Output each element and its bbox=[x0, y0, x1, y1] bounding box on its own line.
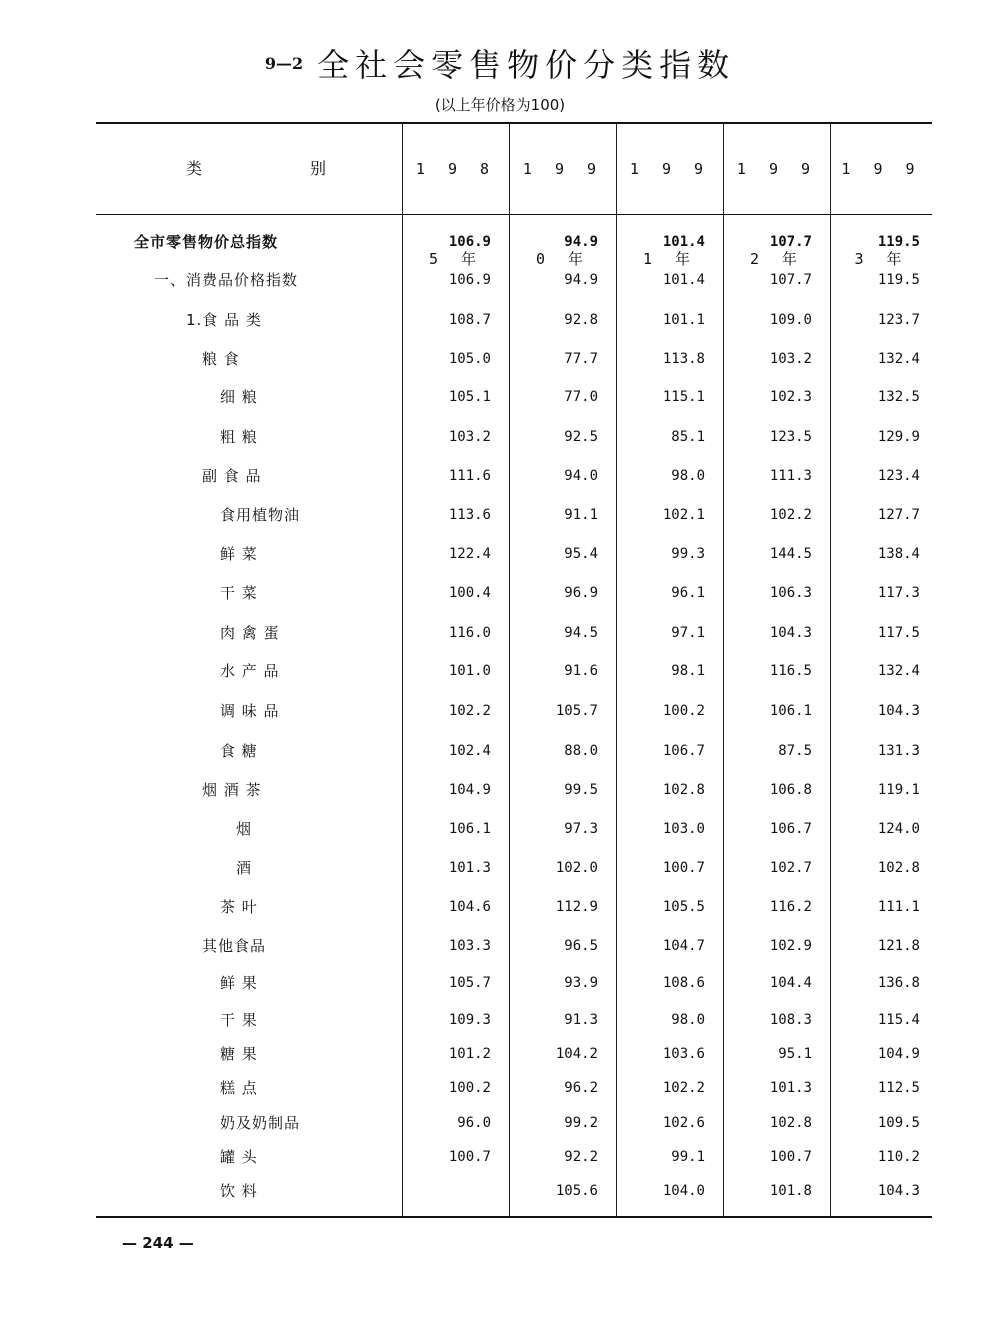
value-cell: 116.5 bbox=[769, 663, 812, 679]
value-cell: 98.1 bbox=[671, 663, 705, 679]
value-cell: 102.4 bbox=[448, 743, 491, 759]
value-cell: 111.3 bbox=[769, 468, 812, 484]
value-cell: 112.5 bbox=[877, 1080, 920, 1096]
table-number: 9—2 bbox=[264, 53, 304, 73]
value-cell: 113.8 bbox=[662, 351, 705, 367]
value-cell: 102.7 bbox=[769, 860, 812, 876]
row-label: 鲜 果 bbox=[220, 974, 258, 992]
value-cell: 96.9 bbox=[564, 585, 598, 601]
table-row bbox=[96, 1035, 932, 1073]
category-header-right: 别 bbox=[310, 159, 327, 178]
row-label: 副 食 品 bbox=[202, 467, 262, 485]
row-label: 全市零售物价总指数 bbox=[134, 233, 279, 251]
value-cell: 101.0 bbox=[448, 663, 491, 679]
table-row bbox=[96, 927, 932, 965]
row-label: 水 产 品 bbox=[220, 662, 280, 680]
value-cell: 104.3 bbox=[877, 703, 920, 719]
row-label: 1.食 品 类 bbox=[186, 311, 262, 329]
value-cell: 106.9 bbox=[448, 234, 491, 250]
value-cell: 132.5 bbox=[877, 389, 920, 405]
row-label: 干 菜 bbox=[220, 584, 258, 602]
table-row bbox=[96, 771, 932, 809]
value-cell: 111.1 bbox=[877, 899, 920, 915]
value-cell: 131.3 bbox=[877, 743, 920, 759]
value-cell: 103.2 bbox=[448, 429, 491, 445]
value-cell: 100.2 bbox=[662, 703, 705, 719]
row-label: 奶及奶制品 bbox=[220, 1114, 301, 1132]
value-cell: 117.3 bbox=[877, 585, 920, 601]
table-row bbox=[96, 496, 932, 534]
row-label: 其他食品 bbox=[202, 937, 267, 955]
year-header: 1 9 9 0 年 bbox=[522, 160, 604, 268]
value-cell: 98.0 bbox=[671, 468, 705, 484]
value-cell: 108.6 bbox=[662, 975, 705, 991]
value-cell: 96.0 bbox=[457, 1115, 491, 1131]
value-cell: 91.6 bbox=[564, 663, 598, 679]
value-cell: 106.7 bbox=[662, 743, 705, 759]
value-cell: 103.0 bbox=[662, 821, 705, 837]
table-row bbox=[96, 1172, 932, 1210]
value-cell: 96.1 bbox=[671, 585, 705, 601]
value-cell: 105.1 bbox=[448, 389, 491, 405]
year-header: 1 9 9 3 年 bbox=[841, 160, 922, 268]
value-cell: 101.4 bbox=[662, 272, 705, 288]
value-cell: 101.1 bbox=[662, 312, 705, 328]
value-cell: 102.8 bbox=[877, 860, 920, 876]
value-cell: 85.1 bbox=[671, 429, 705, 445]
value-cell: 93.9 bbox=[564, 975, 598, 991]
value-cell: 108.3 bbox=[769, 1012, 812, 1028]
value-cell: 77.7 bbox=[564, 351, 598, 367]
value-cell: 107.7 bbox=[769, 234, 812, 250]
value-cell: 122.4 bbox=[448, 546, 491, 562]
table-row bbox=[96, 457, 932, 495]
table-row bbox=[96, 692, 932, 730]
table-row bbox=[96, 535, 932, 573]
table-row bbox=[96, 1001, 932, 1039]
value-cell: 102.3 bbox=[769, 389, 812, 405]
table-row bbox=[96, 340, 932, 378]
value-cell: 105.7 bbox=[448, 975, 491, 991]
value-cell: 119.5 bbox=[877, 234, 920, 250]
value-cell: 94.0 bbox=[564, 468, 598, 484]
value-cell: 100.7 bbox=[769, 1149, 812, 1165]
value-cell: 132.4 bbox=[877, 351, 920, 367]
page-number: — 244 — bbox=[122, 1234, 194, 1252]
value-cell: 101.3 bbox=[448, 860, 491, 876]
value-cell: 104.6 bbox=[448, 899, 491, 915]
value-cell: 97.3 bbox=[564, 821, 598, 837]
table-row bbox=[96, 378, 932, 416]
value-cell: 105.0 bbox=[448, 351, 491, 367]
value-cell: 99.3 bbox=[671, 546, 705, 562]
value-cell: 101.2 bbox=[448, 1046, 491, 1062]
table-row bbox=[96, 574, 932, 612]
value-cell: 88.0 bbox=[564, 743, 598, 759]
value-cell: 91.1 bbox=[564, 507, 598, 523]
value-cell: 94.9 bbox=[564, 272, 598, 288]
value-cell: 87.5 bbox=[778, 743, 812, 759]
table-row bbox=[96, 1069, 932, 1107]
value-cell: 104.3 bbox=[769, 625, 812, 641]
value-cell: 94.9 bbox=[564, 234, 598, 250]
value-cell: 100.2 bbox=[448, 1080, 491, 1096]
value-cell: 101.4 bbox=[662, 234, 705, 250]
value-cell: 117.5 bbox=[877, 625, 920, 641]
value-cell: 92.8 bbox=[564, 312, 598, 328]
value-cell: 95.1 bbox=[778, 1046, 812, 1062]
value-cell: 103.2 bbox=[769, 351, 812, 367]
table-row bbox=[96, 849, 932, 887]
table-title: 全社会零售物价分类指数 bbox=[317, 46, 736, 84]
value-cell: 104.4 bbox=[769, 975, 812, 991]
value-cell: 102.8 bbox=[662, 782, 705, 798]
value-cell: 106.1 bbox=[448, 821, 491, 837]
page-title bbox=[0, 40, 1000, 86]
table-row bbox=[96, 1138, 932, 1176]
table-row bbox=[96, 964, 932, 1002]
value-cell: 129.9 bbox=[877, 429, 920, 445]
table-row bbox=[96, 614, 932, 652]
value-cell: 109.5 bbox=[877, 1115, 920, 1131]
row-label: 茶 叶 bbox=[220, 898, 258, 916]
row-label: 一、消费品价格指数 bbox=[154, 271, 299, 289]
row-label: 罐 头 bbox=[220, 1148, 258, 1166]
value-cell: 123.4 bbox=[877, 468, 920, 484]
value-cell: 109.0 bbox=[769, 312, 812, 328]
value-cell: 109.3 bbox=[448, 1012, 491, 1028]
value-cell: 102.2 bbox=[662, 1080, 705, 1096]
value-cell: 124.0 bbox=[877, 821, 920, 837]
year-header: 1 9 9 2 年 bbox=[736, 160, 818, 268]
value-cell: 102.0 bbox=[555, 860, 598, 876]
value-cell: 104.2 bbox=[555, 1046, 598, 1062]
value-cell: 119.5 bbox=[877, 272, 920, 288]
row-label: 饮 料 bbox=[220, 1182, 258, 1200]
value-cell: 115.1 bbox=[662, 389, 705, 405]
value-cell: 99.5 bbox=[564, 782, 598, 798]
value-cell: 105.5 bbox=[662, 899, 705, 915]
value-cell: 110.2 bbox=[877, 1149, 920, 1165]
value-cell: 100.7 bbox=[662, 860, 705, 876]
value-cell: 127.7 bbox=[877, 507, 920, 523]
year-header: 1 9 8 5 年 bbox=[415, 160, 497, 268]
value-cell: 99.2 bbox=[564, 1115, 598, 1131]
value-cell: 104.9 bbox=[877, 1046, 920, 1062]
value-cell: 144.5 bbox=[769, 546, 812, 562]
value-cell: 104.0 bbox=[662, 1183, 705, 1199]
value-cell: 115.4 bbox=[877, 1012, 920, 1028]
row-label: 糖 果 bbox=[220, 1045, 258, 1063]
value-cell: 111.6 bbox=[448, 468, 491, 484]
value-cell: 119.1 bbox=[877, 782, 920, 798]
value-cell: 105.6 bbox=[555, 1183, 598, 1199]
table-row bbox=[96, 223, 932, 261]
value-cell: 102.8 bbox=[769, 1115, 812, 1131]
table-row bbox=[96, 888, 932, 926]
row-label: 粗 粮 bbox=[220, 428, 258, 446]
value-cell: 92.5 bbox=[564, 429, 598, 445]
table-row bbox=[96, 732, 932, 770]
value-cell: 136.8 bbox=[877, 975, 920, 991]
value-cell: 107.7 bbox=[769, 272, 812, 288]
value-cell: 102.1 bbox=[662, 507, 705, 523]
value-cell: 123.5 bbox=[769, 429, 812, 445]
table-row bbox=[96, 301, 932, 339]
row-label: 烟 酒 茶 bbox=[202, 781, 262, 799]
row-label: 食 糖 bbox=[220, 742, 258, 760]
header-rule bbox=[96, 214, 932, 215]
row-label: 烟 bbox=[236, 820, 253, 838]
row-label: 肉 禽 蛋 bbox=[220, 624, 280, 642]
value-cell: 100.4 bbox=[448, 585, 491, 601]
subtitle: (以上年价格为100) bbox=[434, 96, 566, 114]
row-label: 调 味 品 bbox=[220, 702, 280, 720]
value-cell: 92.2 bbox=[564, 1149, 598, 1165]
value-cell: 106.9 bbox=[448, 272, 491, 288]
value-cell: 116.0 bbox=[448, 625, 491, 641]
value-cell: 103.6 bbox=[662, 1046, 705, 1062]
value-cell: 108.7 bbox=[448, 312, 491, 328]
table-row bbox=[96, 810, 932, 848]
value-cell: 99.1 bbox=[671, 1149, 705, 1165]
table-row bbox=[96, 261, 932, 299]
category-header-left: 类 bbox=[186, 159, 203, 178]
value-cell: 103.3 bbox=[448, 938, 491, 954]
category-header bbox=[96, 124, 402, 214]
value-cell: 101.3 bbox=[769, 1080, 812, 1096]
row-label: 食用植物油 bbox=[220, 506, 301, 524]
value-cell: 102.6 bbox=[662, 1115, 705, 1131]
value-cell: 104.9 bbox=[448, 782, 491, 798]
row-label: 干 果 bbox=[220, 1011, 258, 1029]
value-cell: 97.1 bbox=[671, 625, 705, 641]
value-cell: 106.3 bbox=[769, 585, 812, 601]
value-cell: 98.0 bbox=[671, 1012, 705, 1028]
value-cell: 116.2 bbox=[769, 899, 812, 915]
value-cell: 102.9 bbox=[769, 938, 812, 954]
value-cell: 132.4 bbox=[877, 663, 920, 679]
value-cell: 101.8 bbox=[769, 1183, 812, 1199]
value-cell: 105.7 bbox=[555, 703, 598, 719]
value-cell: 112.9 bbox=[555, 899, 598, 915]
value-cell: 96.5 bbox=[564, 938, 598, 954]
value-cell: 121.8 bbox=[877, 938, 920, 954]
value-cell: 91.3 bbox=[564, 1012, 598, 1028]
table-row bbox=[96, 652, 932, 690]
bottom-rule bbox=[96, 1216, 932, 1218]
row-label: 鲜 菜 bbox=[220, 545, 258, 563]
value-cell: 94.5 bbox=[564, 625, 598, 641]
value-cell: 104.7 bbox=[662, 938, 705, 954]
value-cell: 100.7 bbox=[448, 1149, 491, 1165]
value-cell: 106.7 bbox=[769, 821, 812, 837]
year-header: 1 9 9 1 年 bbox=[629, 160, 711, 268]
value-cell: 113.6 bbox=[448, 507, 491, 523]
row-label: 粮 食 bbox=[202, 350, 240, 368]
value-cell: 102.2 bbox=[769, 507, 812, 523]
value-cell: 123.7 bbox=[877, 312, 920, 328]
value-cell: 95.4 bbox=[564, 546, 598, 562]
value-cell: 104.3 bbox=[877, 1183, 920, 1199]
row-label: 酒 bbox=[236, 859, 253, 877]
value-cell: 138.4 bbox=[877, 546, 920, 562]
value-cell: 106.1 bbox=[769, 703, 812, 719]
row-label: 细 粮 bbox=[220, 388, 258, 406]
row-label: 糕 点 bbox=[220, 1079, 258, 1097]
value-cell: 96.2 bbox=[564, 1080, 598, 1096]
value-cell: 106.8 bbox=[769, 782, 812, 798]
table-row bbox=[96, 1104, 932, 1142]
value-cell: 77.0 bbox=[564, 389, 598, 405]
table-row bbox=[96, 418, 932, 456]
value-cell: 102.2 bbox=[448, 703, 491, 719]
